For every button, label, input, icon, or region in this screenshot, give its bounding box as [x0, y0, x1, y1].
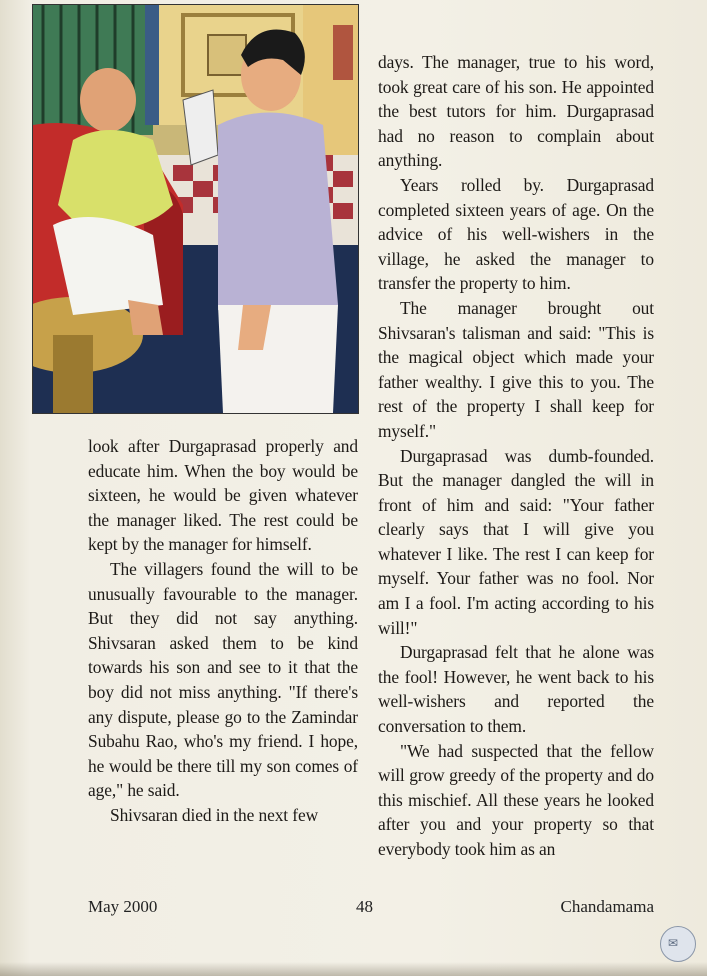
paragraph: look after Durgaprasad properly and educate him. When the boy would be sixteen, he would be given whatever the manager liked. The rest could be kept by the manager for himself. [88, 436, 358, 555]
story-illustration [32, 4, 359, 414]
paragraph: The manager brought out Shivsaran's talisman and said: "This is the magical object which made your father wealthy. I give this to you. The rest of the property I shall keep for myself." [378, 297, 654, 441]
paragraph: "We had suspected that the fellow will grow greedy of the property and do this mischief. All these years he looked after you and your property so that everybody took him as an [378, 740, 654, 859]
page-edge-shadow [0, 962, 707, 976]
paragraph: Durgaprasad was dumb-founded. But the manager dangled the will in front of him and said: "Your father clearly says that I will give you whatever I like. The rest I can keep for myself. Your father was no fool. Nor am I a fool. I'm acting according to his will!" [378, 445, 654, 638]
paragraph: Shivsaran died in the next few [110, 804, 319, 825]
magazine-name: Chandamama [560, 897, 654, 916]
paragraph: The villagers found the will to be unusually favourable to the manager. But they did not say anything. Shivsaran asked them to be kind towards his son and see to it that the boy did not miss anything. "If there's any dispute, please go to the Zamindar Subahu Rao, who's my friend. I hope, he would be there till my son comes of age," he said. [88, 558, 358, 801]
library-stamp-icon: ✉ [660, 926, 696, 962]
paragraph: Durgaprasad felt that he alone was the fool! However, he went back to his well-wishers and reported the conversation to them. [378, 642, 654, 737]
left-text-column [88, 434, 358, 828]
footer-date: May 2000 [88, 897, 158, 916]
paragraph: days. The manager, true to his word, took great care of his son. He appointed the best tutors for him. Durgaprasad had no reason to complain about anything. [378, 52, 654, 171]
paragraph: Years rolled by. Durgaprasad completed sixteen years of age. On the advice of his well-wishers in the village, he asked the manager to transfer the property to him. [378, 174, 654, 294]
page-number: 48 [356, 897, 373, 916]
right-text-column [378, 50, 654, 862]
